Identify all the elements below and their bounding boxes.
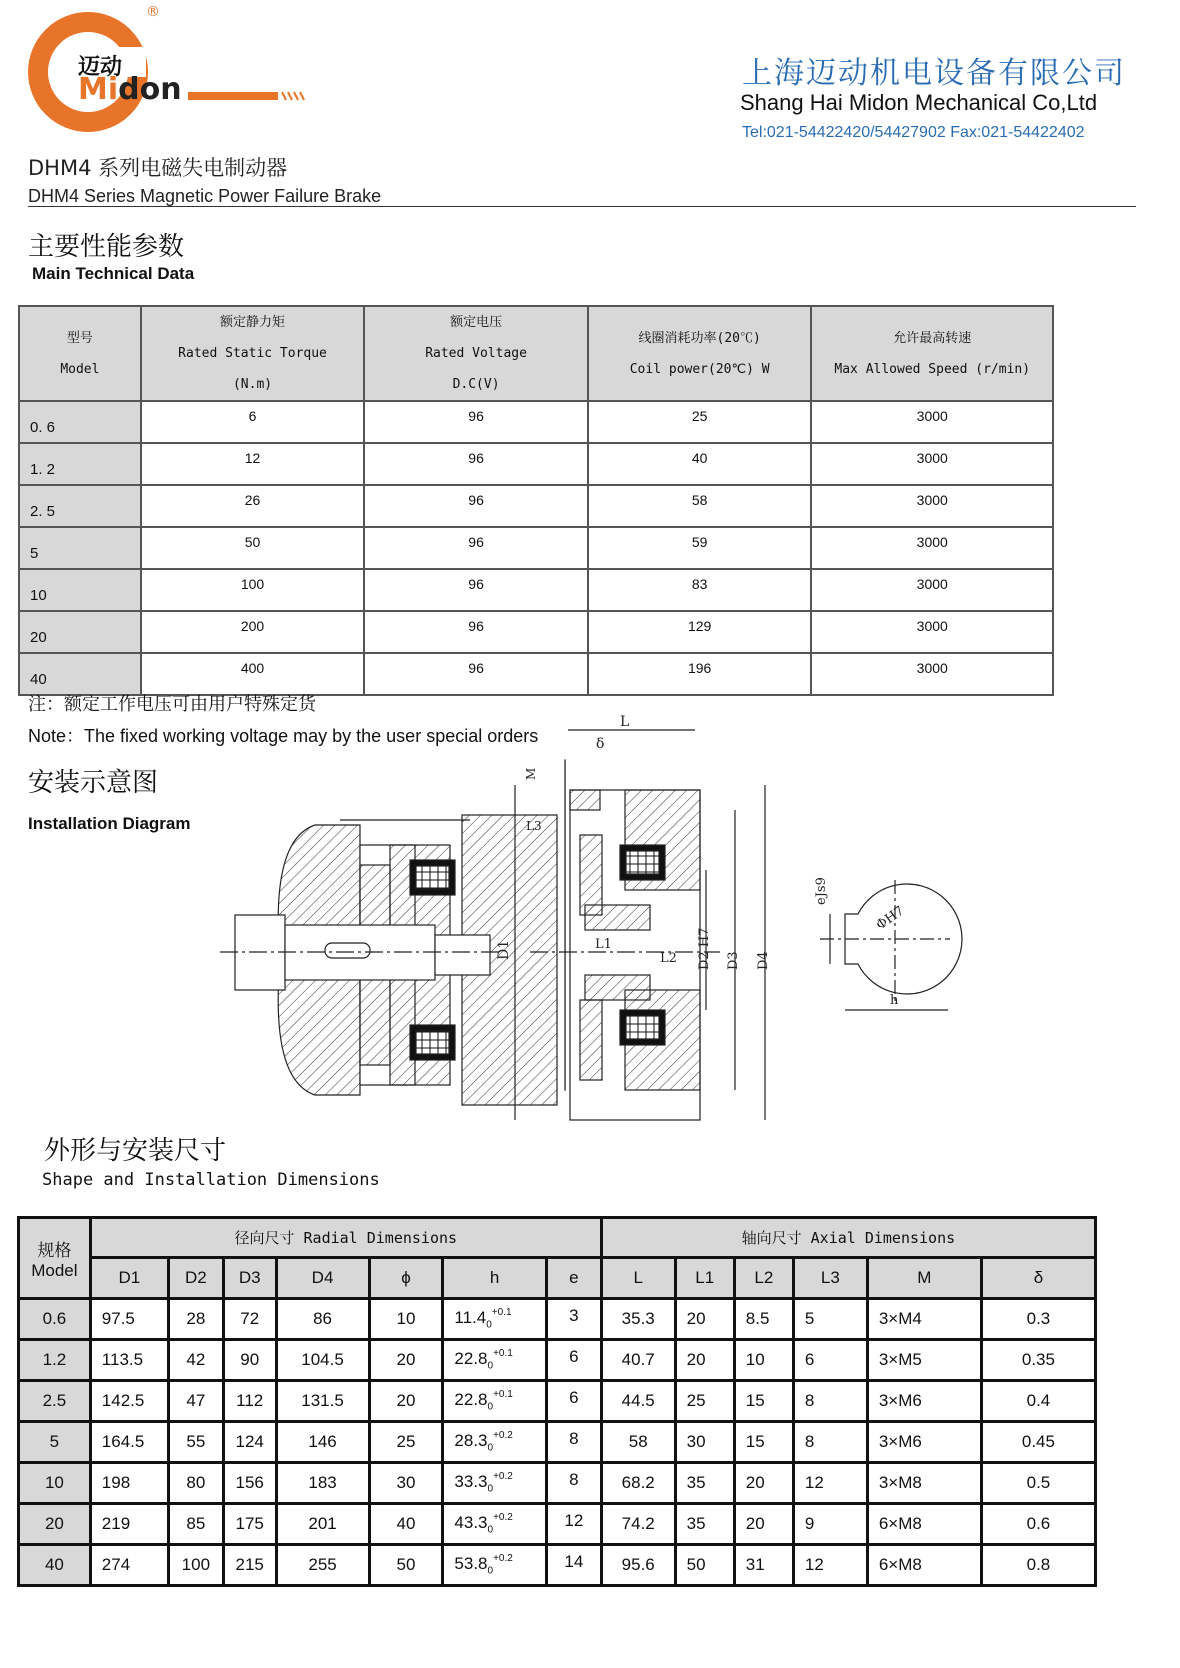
cell-delta: 0.3 — [981, 1299, 1095, 1340]
svg-text:eJs9: eJs9 — [814, 877, 829, 905]
cell-l: 40.7 — [601, 1340, 675, 1381]
technical-title-cn: 主要性能参数 — [28, 232, 185, 262]
note-en: Note：The fixed working voltage may by the user special orders — [28, 726, 539, 746]
cell-l3: 9 — [793, 1504, 867, 1545]
cell-model: 1.2 — [19, 1340, 91, 1381]
radial-header: 径向尺寸 Radial Dimensions — [90, 1218, 601, 1258]
cell-l: 68.2 — [601, 1463, 675, 1504]
cell-delta: 0.8 — [981, 1545, 1095, 1586]
cell-d1: 97.5 — [90, 1299, 168, 1340]
cell-l2: 8.5 — [734, 1299, 793, 1340]
col-m: M — [867, 1258, 981, 1299]
cell-e: 3 — [546, 1299, 601, 1340]
cell-d3: 215 — [223, 1545, 276, 1586]
cell-l3: 6 — [793, 1340, 867, 1381]
cell-e: 12 — [546, 1504, 601, 1545]
cell-e: 14 — [546, 1545, 601, 1586]
cell-l1: 25 — [675, 1381, 734, 1422]
cell-model: 10 — [19, 1463, 91, 1504]
technical-data-table — [18, 305, 1054, 696]
cell-l1: 20 — [675, 1299, 734, 1340]
cell-h: $22.8_0^{+0.1}$ — [443, 1340, 546, 1381]
cell-model: 2.5 — [19, 1381, 91, 1422]
cell-d2: 100 — [168, 1545, 223, 1586]
cell-m: 6×M8 — [867, 1504, 981, 1545]
cell-l2: 20 — [734, 1504, 793, 1545]
cell-d1: 142.5 — [90, 1381, 168, 1422]
cell-phi: 10 — [369, 1299, 443, 1340]
col-max-speed: 允许最高转速 Max Allowed Speed (r/min) — [811, 306, 1053, 401]
cell-phi: 40 — [369, 1504, 443, 1545]
cell-model: 40 — [19, 1545, 91, 1586]
cell-l: 58 — [601, 1422, 675, 1463]
table-row — [19, 1504, 1096, 1545]
series-title-cn: DHM4 系列电磁失电制动器 — [28, 156, 288, 180]
cell-l1: 35 — [675, 1504, 734, 1545]
cell-e: 6 — [546, 1381, 601, 1422]
keyway-section — [814, 877, 962, 1010]
table-row: 2. 5 26 96 58 3000 — [19, 485, 1053, 527]
cell-l3: 8 — [793, 1381, 867, 1422]
dimensions-table — [17, 1216, 1097, 1587]
table-row — [19, 1381, 1096, 1422]
col-l3: L3 — [793, 1258, 867, 1299]
logo-text: Midon — [78, 72, 182, 107]
cell-delta: 0.6 — [981, 1504, 1095, 1545]
cell-d2: 55 — [168, 1422, 223, 1463]
cell-d4: 183 — [276, 1463, 369, 1504]
technical-title-en: Main Technical Data — [32, 264, 195, 283]
table-row: 20 200 96 129 3000 — [19, 611, 1053, 653]
axial-header: 轴向尺寸 Axial Dimensions — [601, 1218, 1095, 1258]
cell-phi: 20 — [369, 1381, 443, 1422]
cell-d1: 219 — [90, 1504, 168, 1545]
dimensions-title-cn: 外形与安装尺寸 — [44, 1136, 227, 1166]
technical-header-row — [19, 306, 1053, 401]
svg-text:D4: D4 — [756, 951, 771, 970]
svg-text:D1: D1 — [496, 939, 512, 960]
cell-d3: 72 — [223, 1299, 276, 1340]
cell-d4: 104.5 — [276, 1340, 369, 1381]
table-row: 5 50 96 59 3000 — [19, 527, 1053, 569]
series-title-en: DHM4 Series Magnetic Power Failure Brake — [28, 186, 382, 206]
cell-h: $43.3_0^{+0.2}$ — [443, 1504, 546, 1545]
cell-d3: 175 — [223, 1504, 276, 1545]
table-row — [19, 1463, 1096, 1504]
company-name-en: Shang Hai Midon Mechanical Co,Ltd — [740, 90, 1098, 115]
col-coil-power: 线圈消耗功率(20℃) Coil power(20℃) W — [588, 306, 812, 401]
col-model: 规格 Model — [19, 1218, 91, 1299]
cell-e: 8 — [546, 1463, 601, 1504]
dimensions-title-en: Shape and Installation Dimensions — [42, 1170, 380, 1190]
note-cn: 注：额定工作电压可由用户特殊定货 — [28, 694, 316, 715]
cell-l3: 5 — [793, 1299, 867, 1340]
cell-d1: 164.5 — [90, 1422, 168, 1463]
col-delta: δ — [981, 1258, 1095, 1299]
svg-text:D3: D3 — [726, 951, 741, 970]
col-l1: L1 — [675, 1258, 734, 1299]
cell-l1: 35 — [675, 1463, 734, 1504]
cell-l1: 50 — [675, 1545, 734, 1586]
table-row: 10 100 96 83 3000 — [19, 569, 1053, 611]
table-row — [19, 1340, 1096, 1381]
cell-m: 3×M5 — [867, 1340, 981, 1381]
table-row — [19, 1545, 1096, 1586]
cell-d1: 198 — [90, 1463, 168, 1504]
col-d3: D3 — [223, 1258, 276, 1299]
svg-text:L1: L1 — [595, 937, 612, 952]
cell-d2: 28 — [168, 1299, 223, 1340]
cell-m: 3×M4 — [867, 1299, 981, 1340]
col-d4: D4 — [276, 1258, 369, 1299]
svg-text:D2 H7: D2 H7 — [697, 927, 712, 970]
svg-text:L: L — [620, 714, 630, 730]
svg-text:ΦH7: ΦH7 — [873, 903, 908, 934]
cell-d3: 156 — [223, 1463, 276, 1504]
cell-l1: 20 — [675, 1340, 734, 1381]
table-row: 40 400 96 196 3000 — [19, 653, 1053, 695]
cell-d3: 124 — [223, 1422, 276, 1463]
cell-m: 3×M6 — [867, 1422, 981, 1463]
cell-phi: 50 — [369, 1545, 443, 1586]
cell-h: $28.3_0^{+0.2}$ — [443, 1422, 546, 1463]
cell-l: 74.2 — [601, 1504, 675, 1545]
col-torque: 额定静力矩 Rated Static Torque (N.m) — [141, 306, 365, 401]
svg-text:δ: δ — [596, 736, 605, 752]
svg-text:L3: L3 — [526, 819, 542, 833]
cell-h: $33.3_0^{+0.2}$ — [443, 1463, 546, 1504]
cell-h: $53.8_0^{+0.2}$ — [443, 1545, 546, 1586]
col-model: 型号 Model — [19, 306, 141, 401]
cell-h: $22.8_0^{+0.1}$ — [443, 1381, 546, 1422]
cell-d2: 80 — [168, 1463, 223, 1504]
cell-e: 6 — [546, 1340, 601, 1381]
table-row — [19, 1299, 1096, 1340]
cell-model: 5 — [19, 1422, 91, 1463]
col-voltage: 额定电压 Rated Voltage D.C(V) — [364, 306, 588, 401]
company-name-cn: 上海迈动机电设备有限公司 — [742, 56, 1126, 91]
cell-delta: 0.45 — [981, 1422, 1095, 1463]
cell-m: 3×M6 — [867, 1381, 981, 1422]
cell-l: 44.5 — [601, 1381, 675, 1422]
cell-delta: 0.35 — [981, 1340, 1095, 1381]
cell-d2: 47 — [168, 1381, 223, 1422]
cell-l2: 31 — [734, 1545, 793, 1586]
svg-text:迈动: 迈动 — [78, 55, 123, 80]
cell-d4: 255 — [276, 1545, 369, 1586]
registered-mark: ® — [146, 4, 160, 20]
cell-e: 8 — [546, 1422, 601, 1463]
cell-l3: 12 — [793, 1463, 867, 1504]
cell-h: $11.4_0^{+0.1}$ — [443, 1299, 546, 1340]
cell-delta: 0.4 — [981, 1381, 1095, 1422]
cell-m: 6×M8 — [867, 1545, 981, 1586]
cell-l: 95.6 — [601, 1545, 675, 1586]
cell-phi: 25 — [369, 1422, 443, 1463]
cell-d4: 201 — [276, 1504, 369, 1545]
cell-d4: 86 — [276, 1299, 369, 1340]
svg-text:L2: L2 — [660, 951, 677, 966]
col-d1: D1 — [90, 1258, 168, 1299]
col-l: L — [601, 1258, 675, 1299]
col-d2: D2 — [168, 1258, 223, 1299]
cell-l: 35.3 — [601, 1299, 675, 1340]
svg-text:h: h — [890, 993, 899, 1008]
cell-d3: 90 — [223, 1340, 276, 1381]
col-e: e — [546, 1258, 601, 1299]
dimensions-column-header — [19, 1258, 1096, 1299]
cell-d1: 113.5 — [90, 1340, 168, 1381]
header-divider — [28, 206, 1136, 207]
cell-l2: 20 — [734, 1463, 793, 1504]
cell-l2: 15 — [734, 1422, 793, 1463]
cell-l3: 8 — [793, 1422, 867, 1463]
cell-model: 20 — [19, 1504, 91, 1545]
col-h: h — [443, 1258, 546, 1299]
cell-d4: 131.5 — [276, 1381, 369, 1422]
cell-d3: 112 — [223, 1381, 276, 1422]
cell-l1: 30 — [675, 1422, 734, 1463]
company-contact: Tel:021-54422420/54427902 Fax:021-54422402 — [742, 124, 1085, 141]
cell-m: 3×M8 — [867, 1463, 981, 1504]
table-row: 1. 2 12 96 40 3000 — [19, 443, 1053, 485]
cell-d2: 42 — [168, 1340, 223, 1381]
cell-d4: 146 — [276, 1422, 369, 1463]
cell-l2: 10 — [734, 1340, 793, 1381]
col-phi: ϕ — [369, 1258, 443, 1299]
cell-d1: 274 — [90, 1545, 168, 1586]
cell-model: 0.6 — [19, 1299, 91, 1340]
installation-title-cn: 安装示意图 — [28, 768, 159, 798]
table-row: 0. 6 6 96 25 3000 — [19, 401, 1053, 443]
cell-phi: 30 — [369, 1463, 443, 1504]
cell-delta: 0.5 — [981, 1463, 1095, 1504]
col-l2: L2 — [734, 1258, 793, 1299]
cell-l2: 15 — [734, 1381, 793, 1422]
table-row — [19, 1422, 1096, 1463]
cell-d2: 85 — [168, 1504, 223, 1545]
svg-text:M: M — [524, 767, 538, 780]
cell-l3: 12 — [793, 1545, 867, 1586]
dimensions-group-header — [19, 1218, 1096, 1258]
installation-title-en: Installation Diagram — [28, 814, 191, 833]
cell-phi: 20 — [369, 1340, 443, 1381]
